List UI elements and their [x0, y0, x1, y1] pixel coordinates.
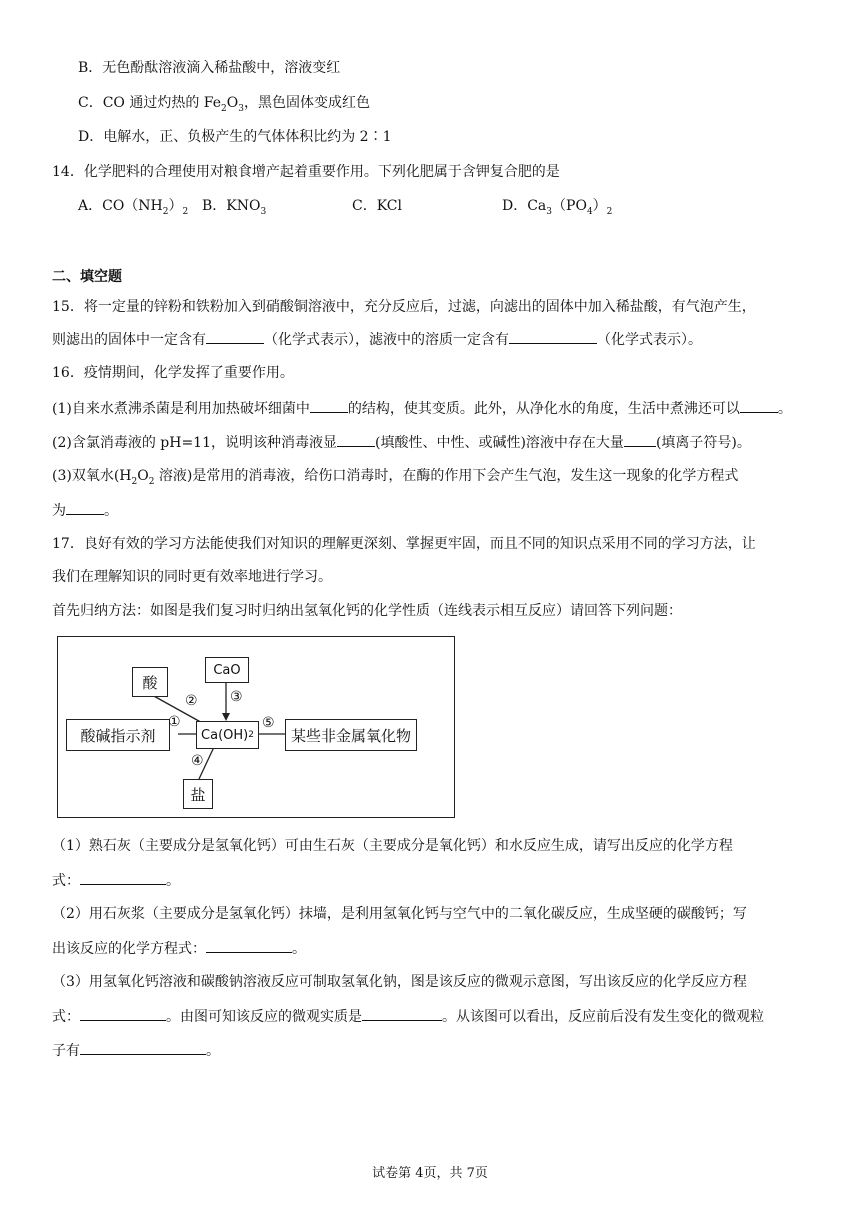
answer-blank[interactable] — [740, 398, 778, 413]
q17-sub-1: （1）熟石灰（主要成分是氢氧化钙）可由生石灰（主要成分是氧化钙）和水反应生成，请写出反应的化学方程 — [52, 838, 733, 854]
q17-sub-1-cont: 式： 。 — [52, 870, 180, 891]
label-3: ③ — [230, 689, 243, 705]
q13-option-c: C．CO 通过灼热的 $Fe_2O_3$，黑色固体变成红色 — [78, 95, 370, 114]
q17-sub-2-cont: 出该反应的化学方程式： 。 — [52, 938, 306, 959]
acid-box: 酸 — [132, 667, 168, 697]
answer-blank[interactable] — [80, 1006, 166, 1021]
q16-stem: 16．疫情期间，化学发挥了重要作用。 — [52, 365, 294, 381]
q16-part-3: (3)双氧水($H_2O_2$ 溶液)是常用的消毒液，给伤口消毒时，在酶的作用下会产生气泡，发生这一现象的化学方程式 — [52, 468, 739, 487]
q13-option-b: B．无色酚酞溶液滴入稀盐酸中，溶液变红 — [78, 60, 341, 76]
salt-box: 盐 — [183, 779, 213, 809]
label-4: ④ — [191, 753, 204, 769]
answer-blank[interactable] — [80, 870, 166, 885]
nonmetal-oxide-box: 某些非金属氧化物 — [285, 719, 417, 751]
answer-blank[interactable] — [362, 1006, 442, 1021]
q15-line-1: 15．将一定量的锌粉和铁粉加入到硝酸铜溶液中，充分反应后，过滤，向滤出的固体中加入稀盐酸，有气泡产生， — [52, 299, 756, 315]
answer-blank[interactable] — [66, 500, 104, 515]
q16-part-1: (1)自来水煮沸杀菌是利用加热破坏细菌中 的结构，使其变质。此外，从净化水的角度，生活中煮沸还可以 。 — [52, 398, 792, 419]
page-footer: 试卷第 4页，共 7页 — [372, 1166, 488, 1181]
q16-part-2: (2)含氯消毒液的 pH=11，说明该种消毒液显 (填酸性、中性、或碱性)溶液中存在大量 (填离子符号)。 — [52, 432, 751, 453]
q16-part-3-cont: 为 。 — [52, 500, 118, 521]
q13-option-d: D．电解水，正、负极产生的气体体积比约为 2∶1 — [78, 129, 392, 145]
q14-option-c: C．KCl — [352, 198, 402, 214]
answer-blank[interactable] — [624, 432, 656, 447]
calcium-hydroxide-diagram — [57, 636, 455, 818]
label-1: ① — [168, 714, 181, 730]
answer-blank[interactable] — [310, 398, 348, 413]
q17-sub-3: （3）用氢氧化钙溶液和碳酸钠溶液反应可制取氢氧化钠，图是该反应的微观示意图，写出该反应的化学反应方程 — [52, 974, 747, 990]
cao-box: CaO — [205, 657, 249, 683]
answer-blank[interactable] — [337, 432, 375, 447]
label-5: ⑤ — [262, 715, 275, 731]
q14-stem: 14．化学肥料的合理使用对粮食增产起着重要作用。下列化肥属于含钾复合肥的是 — [52, 164, 560, 180]
q17-sub-3-cont: 式： 。由图可知该反应的微观实质是 。从该图可以看出，反应前后没有发生变化的微观粒 — [52, 1006, 764, 1027]
q15-line-2: 则滤出的固体中一定含有 （化学式表示），滤液中的溶质一定含有 （化学式表示）。 — [52, 329, 702, 350]
answer-blank[interactable] — [80, 1040, 206, 1055]
q14-option-b: B．$KNO_3$ — [202, 198, 267, 217]
answer-blank[interactable] — [206, 938, 292, 953]
label-2: ② — [185, 693, 198, 709]
q14-option-d: D．$Ca_3(PO_4)_2$ — [502, 198, 613, 217]
q17-line-2: 我们在理解知识的同时更有效率地进行学习。 — [52, 569, 332, 585]
indicator-box: 酸碱指示剂 — [66, 719, 170, 751]
calcium-hydroxide-box: Ca(OH) 2 — [196, 721, 259, 749]
q14-option-a: A．$CO(NH_2)_2$ — [78, 198, 189, 217]
q17-line-1: 17．良好有效的学习方法能使我们对知识的理解更深刻、掌握更牢固，而且不同的知识点采用不同的学习方法，让 — [52, 536, 756, 552]
answer-blank[interactable] — [206, 329, 264, 344]
section-heading: 二、填空题 — [52, 269, 122, 285]
q17-line-3: 首先归纳方法：如图是我们复习时归纳出氢氧化钙的化学性质（连线表示相互反应）请回答下列问题： — [52, 603, 682, 619]
answer-blank[interactable] — [509, 329, 597, 344]
q17-sub-3-end: 子有 。 — [52, 1040, 220, 1061]
q17-sub-2: （2）用石灰浆（主要成分是氢氧化钙）抹墙，是利用氢氧化钙与空气中的二氧化碳反应，生成坚硬的碳酸钙；写 — [52, 906, 747, 922]
